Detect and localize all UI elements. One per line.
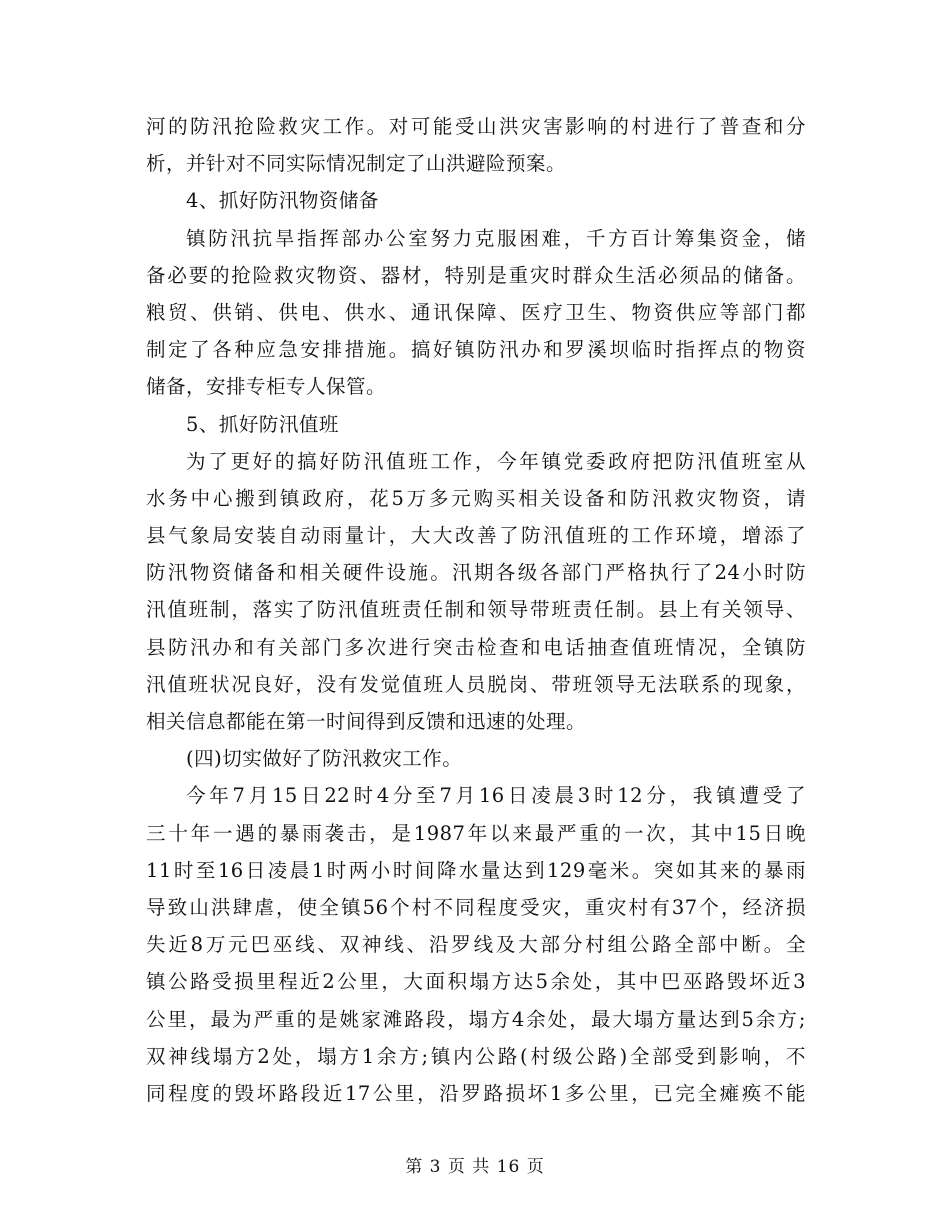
- paragraph-line: 汛值班状况良好，没有发觉值班人员脱岗、带班领导无法联系的现象，: [146, 672, 806, 696]
- paragraph-line: 11时至16日凌晨1时两小时间降水量达到129毫米。突如其来的暴雨: [146, 858, 806, 882]
- paragraph-line: 县气象局安装自动雨量计，大大改善了防汛值班的工作环境，增添了: [146, 524, 806, 548]
- paragraph-line: 双神线塌方2处，塌方1余方;镇内公路(村级公路)全部受到影响，不: [146, 1044, 806, 1068]
- section-heading: (四)切实做好了防汛救灾工作。: [186, 747, 463, 771]
- paragraph-line: 失近8万元巴巫线、双神线、沿罗线及大部分村组公路全部中断。全: [146, 933, 806, 957]
- paragraph-line: 镇公路受损里程近2公里，大面积塌方达5余处，其中巴巫路毁坏近3: [146, 970, 806, 994]
- paragraph-line: 粮贸、供销、供电、供水、通讯保障、医疗卫生、物资供应等部门都: [146, 300, 806, 324]
- page-number-footer: 第 3 页 共 16 页: [405, 1157, 545, 1177]
- paragraph-line: 同程度的毁坏路段近17公里，沿罗路损坏1多公里，已完全瘫痪不能: [146, 1081, 806, 1105]
- paragraph-line: 导致山洪肆虐，使全镇56个村不同程度受灾，重灾村有37个，经济损: [146, 895, 806, 919]
- section-heading: 4、抓好防汛物资储备: [186, 189, 379, 213]
- paragraph-line: 析，并针对不同实际情况制定了山洪避险预案。: [146, 152, 567, 176]
- paragraph-line: 三十年一遇的暴雨袭击，是1987年以来最严重的一次，其中15日晚: [146, 821, 806, 845]
- body-text: [146, 108, 806, 1112]
- paragraph-line: 制定了各种应急安排措施。搞好镇防汛办和罗溪坝临时指挥点的物资: [146, 338, 806, 362]
- paragraph-line: 镇防汛抗旱指挥部办公室努力克服困难，千方百计筹集资金，储: [186, 226, 806, 250]
- paragraph-line: 防汛物资储备和相关硬件设施。汛期各级各部门严格执行了24小时防: [146, 561, 806, 585]
- section-heading: 5、抓好防汛值班: [186, 412, 339, 436]
- paragraph-line: 今年7月15日22时4分至7月16日凌晨3时12分，我镇遭受了: [186, 784, 806, 808]
- paragraph-line: 为了更好的搞好防汛值班工作，今年镇党委政府把防汛值班室从: [186, 449, 806, 473]
- paragraph-line: 汛值班制，落实了防汛值班责任制和领导带班责任制。县上有关领导、: [146, 598, 806, 622]
- paragraph-line: 县防汛办和有关部门多次进行突击检查和电话抽查值班情况，全镇防: [146, 635, 806, 659]
- paragraph-line: 储备，安排专柜专人保管。: [146, 375, 387, 399]
- paragraph-line: 备必要的抢险救灾物资、器材，特别是重灾时群众生活必须品的储备。: [146, 263, 806, 287]
- paragraph-line: 水务中心搬到镇政府，花5万多元购买相关设备和防汛救灾物资，请: [146, 486, 806, 510]
- paragraph-line: 公里，最为严重的是姚家滩路段，塌方4余处，最大塌方量达到5余方;: [146, 1007, 806, 1031]
- paragraph-line: 河的防汛抢险救灾工作。对可能受山洪灾害影响的村进行了普查和分: [146, 115, 806, 138]
- paragraph-line: 相关信息都能在第一时间得到反馈和迅速的处理。: [146, 710, 587, 733]
